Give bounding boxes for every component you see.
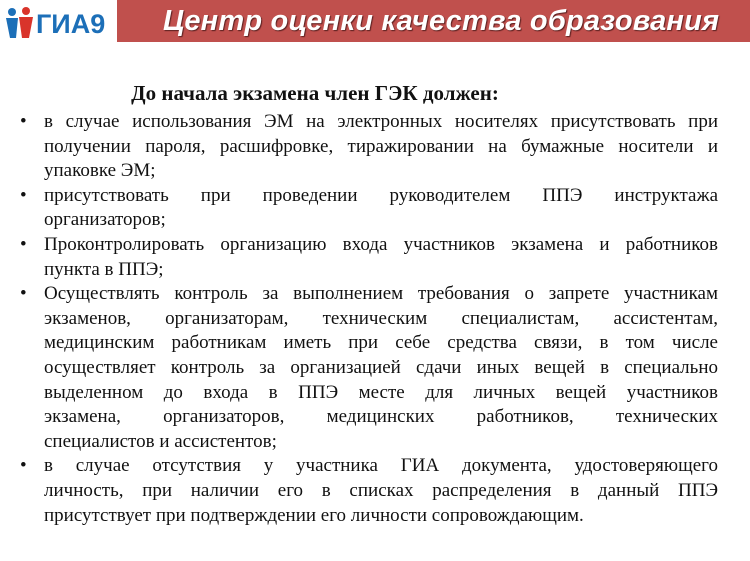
list-item-line: присутствует при подтверждении его личности сопровождающим. bbox=[44, 504, 584, 526]
list-item bbox=[0, 282, 750, 454]
list-item-line: в случае отсутствия у участника ГИА документа, удостоверяющего bbox=[44, 455, 718, 477]
banner-title: Центр оценки качества образования bbox=[163, 5, 720, 37]
bullet-icon: • bbox=[20, 233, 27, 255]
list-item-line: присутствовать при проведении руководителем ППЭ инструктажа bbox=[44, 184, 718, 206]
list-item-line: упаковке ЭМ; bbox=[44, 160, 156, 182]
list-item bbox=[0, 110, 750, 184]
people-logo-icon bbox=[4, 6, 36, 40]
slide-heading: До начала экзамена член ГЭК должен: bbox=[131, 81, 499, 105]
list-item-line: выделенном до входа в ППЭ месте для личных вещей участников bbox=[44, 381, 718, 403]
list-item-line: медицинским работникам иметь при себе средства связи, в том числе bbox=[44, 332, 718, 354]
list-item-line: осуществляет контроль за организацией сдачи иных вещей в специально bbox=[44, 356, 718, 378]
list-item bbox=[0, 184, 750, 233]
list-item-line: специалистов и ассистентов; bbox=[44, 430, 277, 452]
list-item-line: организаторов; bbox=[44, 209, 166, 231]
list-item-line: личность, при наличии его в списках распределения в данный ППЭ bbox=[44, 479, 718, 501]
list-item-line: получении пароля, расшифровке, тиражировании на бумажные носители и bbox=[44, 135, 718, 157]
list-item bbox=[0, 454, 750, 528]
bullet-icon: • bbox=[20, 455, 27, 477]
list-item bbox=[0, 233, 750, 282]
list-item-line: пункта в ППЭ; bbox=[44, 258, 164, 280]
list-item-line: в случае использования ЭМ на электронных носителях присутствовать при bbox=[44, 111, 718, 132]
bullet-list bbox=[0, 110, 750, 528]
gia9-logo bbox=[4, 6, 116, 42]
list-item-line: Осуществлять контроль за выполнением требования о запрете участникам bbox=[44, 283, 718, 305]
bullet-icon: • bbox=[20, 283, 27, 305]
header-banner bbox=[117, 0, 750, 42]
bullet-icon: • bbox=[20, 184, 27, 206]
logo-text: ГИА9 bbox=[36, 9, 106, 39]
list-item-line: Проконтролировать организацию входа участников экзамена и работников bbox=[44, 233, 718, 255]
bullet-icon: • bbox=[20, 111, 27, 132]
list-item-line: экзаменов, организаторам, техническим специалистам, ассистентам, bbox=[44, 307, 718, 329]
list-item-line: экзамена, организаторов, медицинских работников, технических bbox=[44, 406, 718, 428]
